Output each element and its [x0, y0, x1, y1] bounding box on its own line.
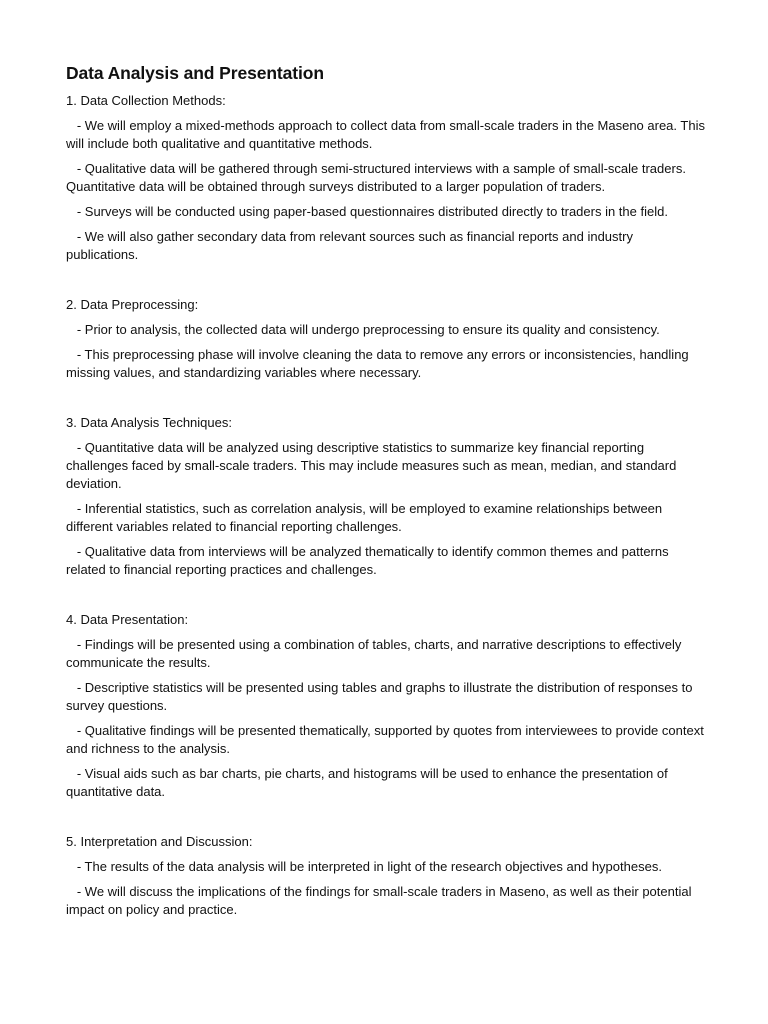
paragraph: - Qualitative data will be gathered through semi-structured interviews with a sample of small-scale traders. Quantitative data will be obtained through surveys distributed to a larger population of traders. — [66, 161, 690, 194]
paragraph: - We will discuss the implications of the findings for small-scale traders in Maseno, as well as their potential impact on policy and practice. — [66, 884, 696, 917]
section-interpretation-discussion — [66, 833, 706, 919]
section-heading: 2. Data Preprocessing: — [66, 297, 199, 312]
section-data-preprocessing — [66, 296, 706, 382]
paragraph: - Inferential statistics, such as correlation analysis, will be employed to examine relationships between different variables related to financial reporting challenges. — [66, 501, 666, 534]
paragraph: - Qualitative data from interviews will be analyzed thematically to identify common themes and patterns related to financial reporting practices and challenges. — [66, 544, 673, 577]
section-data-analysis-techniques — [66, 414, 706, 579]
paragraph: - Surveys will be conducted using paper-based questionnaires distributed directly to traders in the field. — [66, 204, 668, 219]
paragraph: - Quantitative data will be analyzed using descriptive statistics to summarize key financial reporting challenges faced by small-scale traders. This may include measures such as mean, median, and standard deviation. — [66, 440, 680, 491]
paragraph: - This preprocessing phase will involve cleaning the data to remove any errors or inconsistencies, handling missing values, and standardizing variables where necessary. — [66, 347, 693, 380]
document-title: Data Analysis and Presentation — [66, 63, 324, 83]
paragraph: - We will employ a mixed-methods approach to collect data from small-scale traders in the Maseno area. This will include both qualitative and quantitative methods. — [66, 118, 709, 151]
paragraph: - Qualitative findings will be presented thematically, supported by quotes from interviewees to provide context and richness to the analysis. — [66, 723, 708, 756]
paragraph: - Descriptive statistics will be presented using tables and graphs to illustrate the distribution of responses to survey questions. — [66, 680, 697, 713]
paragraph: - The results of the data analysis will be interpreted in light of the research objectives and hypotheses. — [66, 859, 662, 874]
section-data-presentation — [66, 611, 706, 801]
section-heading: 5. Interpretation and Discussion: — [66, 834, 253, 849]
paragraph: - Findings will be presented using a combination of tables, charts, and narrative descriptions to effectively communicate the results. — [66, 637, 686, 670]
section-heading: 1. Data Collection Methods: — [66, 93, 226, 108]
section-heading: 4. Data Presentation: — [66, 612, 189, 627]
paragraph: - Visual aids such as bar charts, pie charts, and histograms will be used to enhance the presentation of quantitative data. — [66, 766, 672, 799]
section-data-collection — [66, 92, 709, 264]
paragraph: - We will also gather secondary data from relevant sources such as financial reports and industry publications. — [66, 229, 637, 262]
paragraph: - Prior to analysis, the collected data will undergo preprocessing to ensure its quality and consistency. — [66, 322, 660, 337]
document-page — [66, 62, 709, 951]
section-heading: 3. Data Analysis Techniques: — [66, 415, 232, 430]
